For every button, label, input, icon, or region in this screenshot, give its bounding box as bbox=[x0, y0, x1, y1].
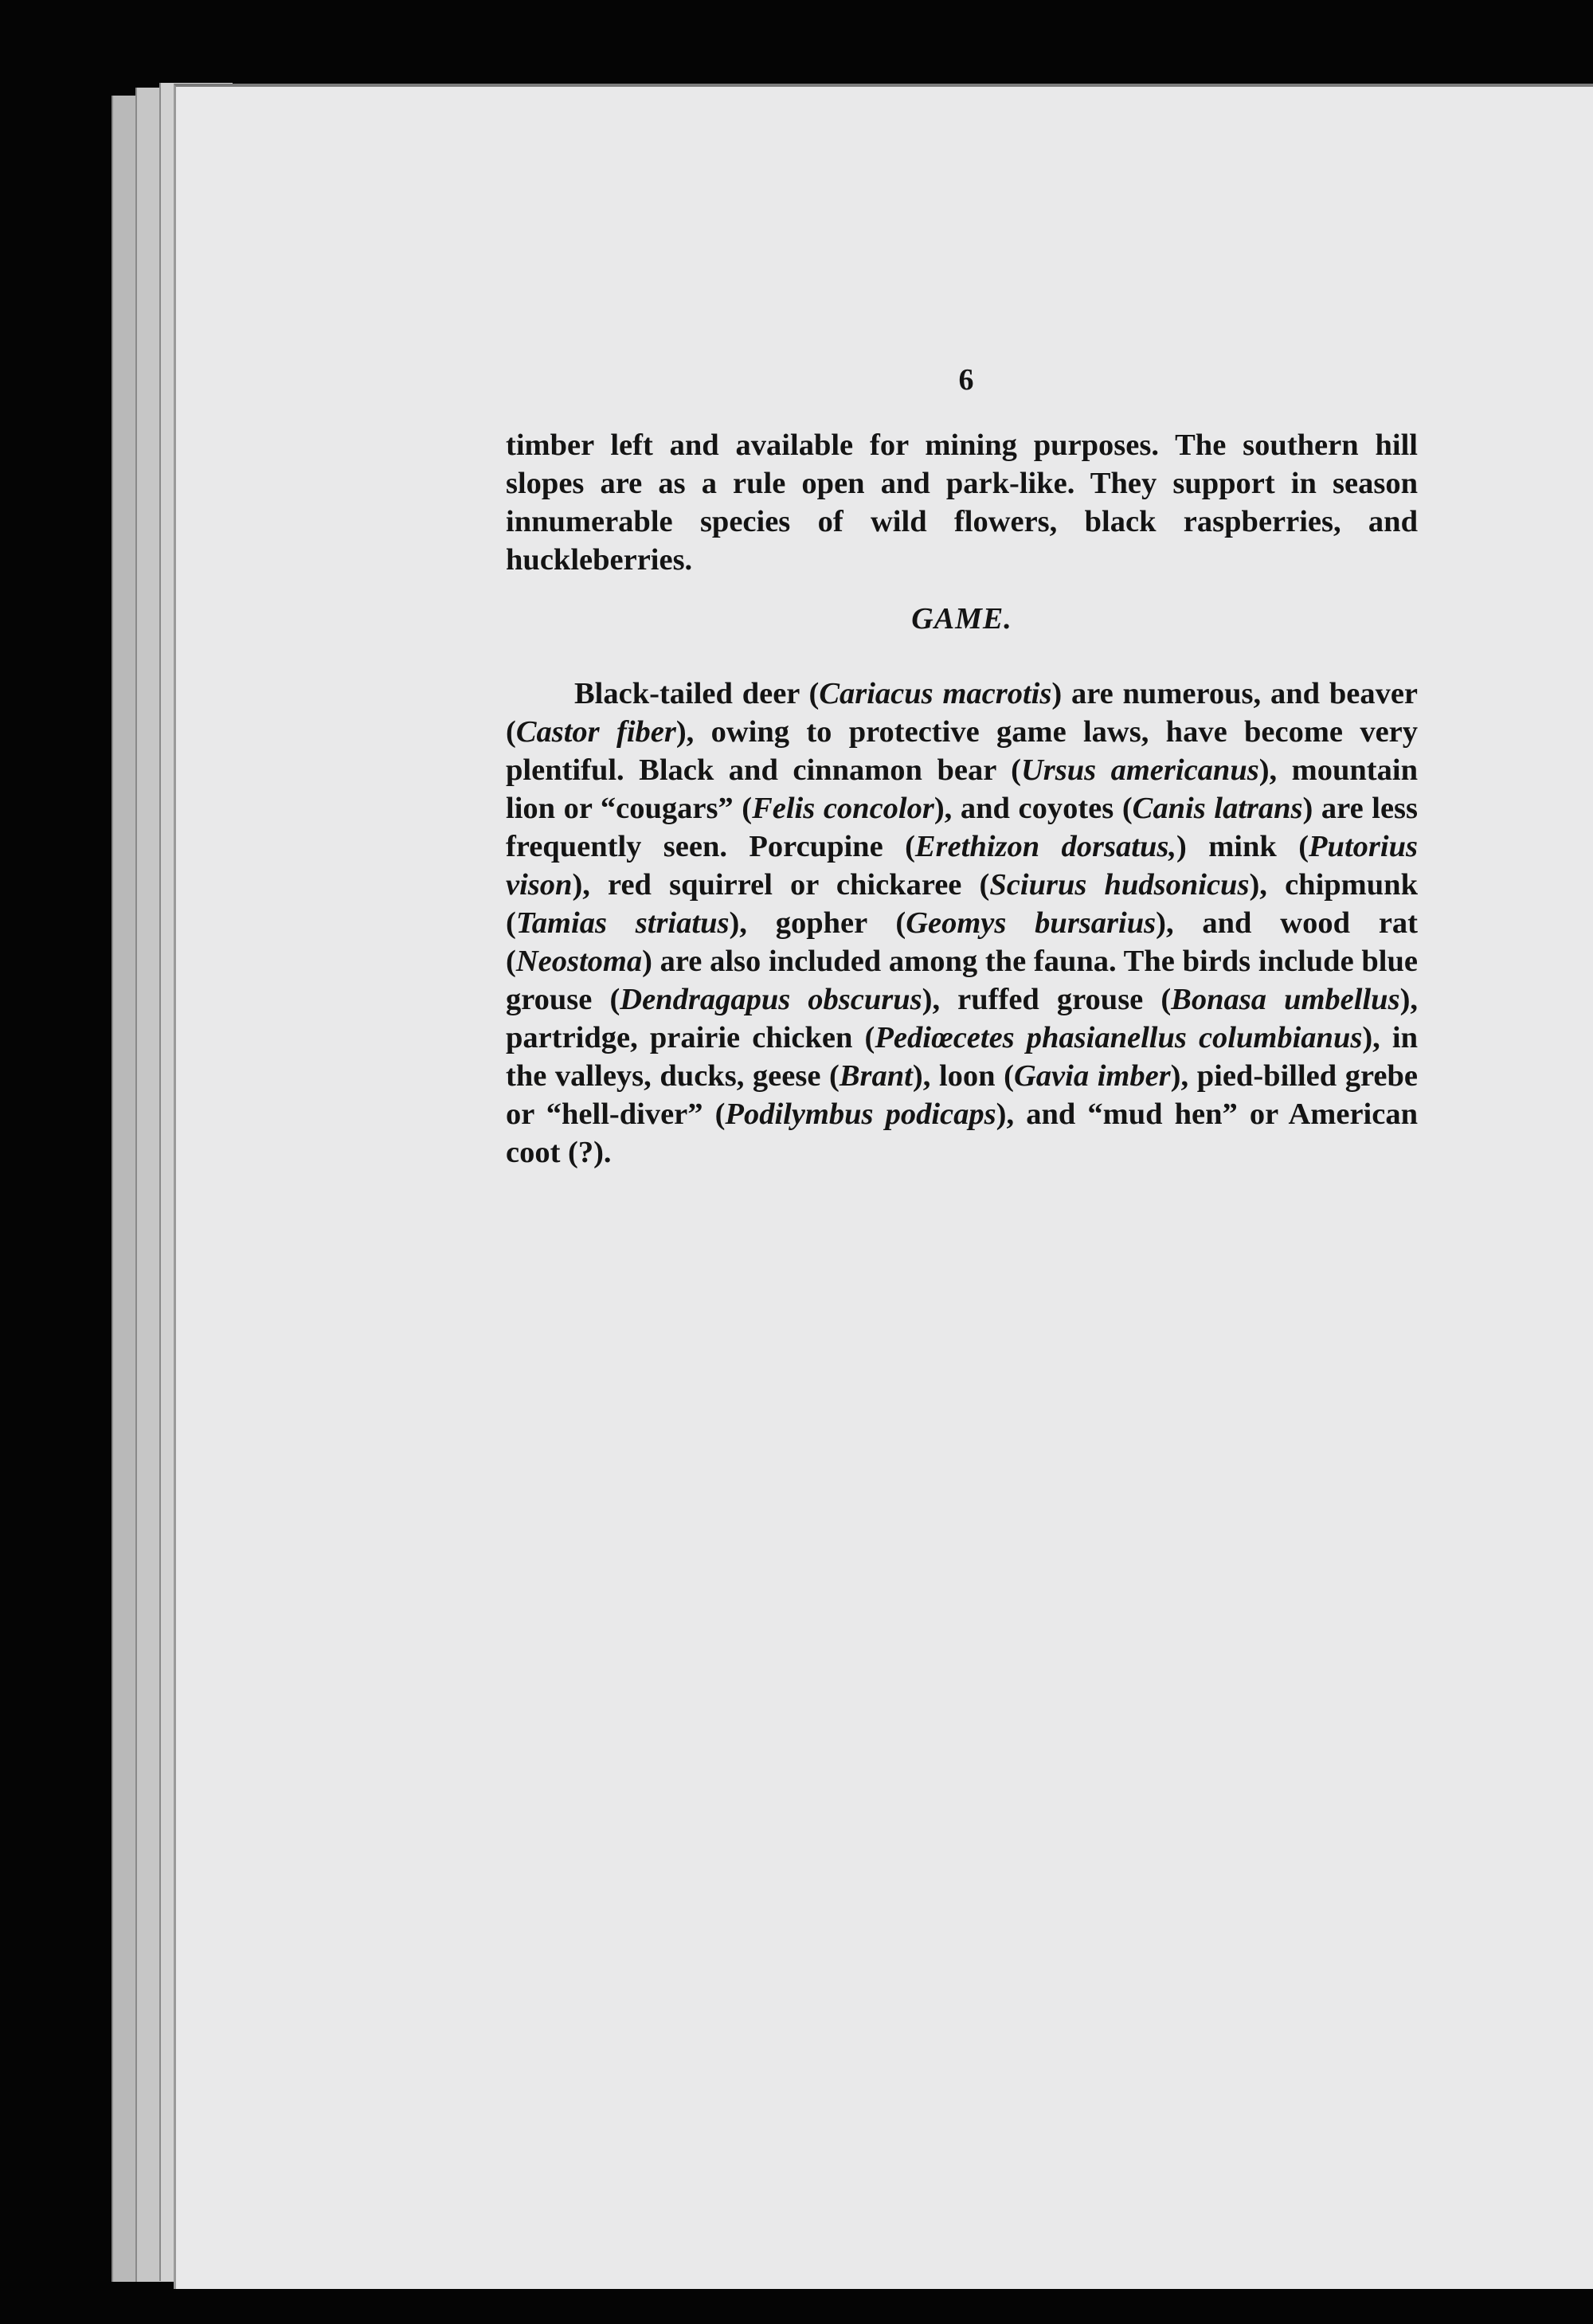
species-name: Geomys bursarius bbox=[906, 906, 1157, 940]
game-paragraph bbox=[506, 675, 1418, 1172]
species-name: Gavia imber bbox=[1014, 1059, 1171, 1093]
page-number: 6 bbox=[958, 363, 974, 397]
species-name: Brant bbox=[839, 1059, 913, 1093]
paragraph-text: ) mink ( bbox=[1176, 830, 1309, 863]
paragraph-text: Black-tailed deer ( bbox=[574, 677, 820, 710]
species-name: Neostoma bbox=[515, 945, 643, 978]
paragraph-text: ), owing to protective game laws, have become very plentiful. Black and cinnamon bear ( bbox=[506, 715, 1418, 787]
paragraph-text: ), chipmunk ( bbox=[506, 868, 1418, 940]
species-name: Tamias striatus bbox=[515, 906, 730, 940]
paragraph-text: ) are numerous, and beaver ( bbox=[506, 677, 1419, 749]
paragraph-text: ), pied-billed grebe or “hell-diver” ( bbox=[506, 1059, 1419, 1131]
section-heading: GAME. bbox=[911, 602, 1012, 636]
paragraph-text: ) are less frequently seen. Porcupine ( bbox=[506, 792, 1418, 863]
paragraph-text: ), ruffed grouse ( bbox=[922, 983, 1172, 1016]
book-page bbox=[174, 84, 1593, 2289]
species-name: Erethizon dorsatus, bbox=[914, 830, 1176, 863]
species-name: Putorius vison bbox=[506, 830, 1418, 902]
species-name: Sciurus hudsonicus bbox=[989, 868, 1250, 902]
species-name: Canis latrans bbox=[1132, 792, 1303, 825]
paragraph-text: ), partridge, prairie chicken ( bbox=[506, 983, 1419, 1054]
paragraph-text: ), and wood rat ( bbox=[506, 906, 1418, 978]
species-name: Ursus americanus bbox=[1020, 753, 1259, 787]
species-name: Felis concolor bbox=[752, 792, 934, 825]
paragraph-text: ), red squirrel or chickaree ( bbox=[572, 868, 990, 902]
paragraph-text: ), gopher ( bbox=[729, 906, 906, 940]
species-name: Pediœcetes phasianellus columbianus bbox=[875, 1021, 1363, 1054]
species-name: Dendragapus obscurus bbox=[620, 983, 922, 1016]
species-name: Bonasa umbellus bbox=[1171, 983, 1400, 1016]
paragraph-text: ), loon ( bbox=[912, 1059, 1014, 1093]
paragraph-text: ), and coyotes ( bbox=[933, 792, 1133, 825]
continuation-paragraph: timber left and available for mining purposes. The southern hill slopes are as a rule open and park-like. They support in season innumerable species of wild flowers, black raspberries, and huckleberries. bbox=[506, 428, 1418, 577]
species-name: Castor fiber bbox=[515, 715, 676, 749]
paragraph-text: ), and “mud hen” or American coot (?). bbox=[506, 1097, 1418, 1169]
paragraph-text: ) are also included among the fauna. The birds include blue grouse ( bbox=[506, 945, 1418, 1016]
species-name: Podilymbus podicaps bbox=[725, 1097, 996, 1131]
page-body bbox=[506, 426, 1418, 1172]
paragraph-text: ), in the valleys, ducks, geese ( bbox=[506, 1021, 1419, 1093]
species-name: Cariacus macrotis bbox=[819, 677, 1052, 710]
paragraph-text: ), mountain lion or “cougars” ( bbox=[506, 753, 1418, 825]
